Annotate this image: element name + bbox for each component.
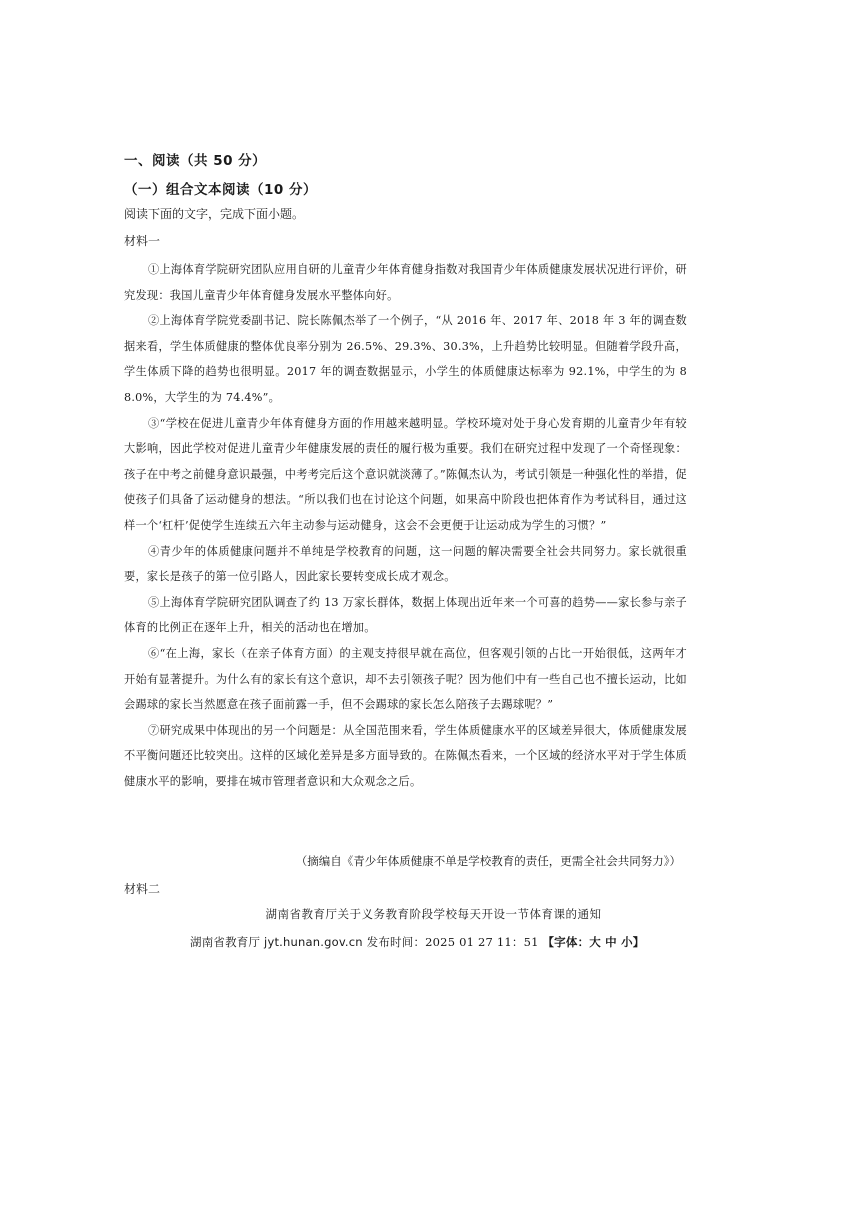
notice-publish-time: 发布时间：2025 01 27 11：51 xyxy=(362,935,543,949)
paragraph-1: ①上海体育学院研究团队应用自研的儿童青少年体育健身指数对我国青少年体质健康发展状况进行评价，研究发现：我国儿童青少年体育健身发展水平整体向好。 xyxy=(124,263,687,302)
font-size-options: 【字体：大 中 小】 xyxy=(542,935,645,949)
paragraph-7: ⑦研究成果中体现出的另一个问题是：从全国范围来看，学生体质健康水平的区域差异很大，体质健康发展不平衡问题还比较突出。这样的区域化差异是多方面导致的。在陈佩杰看来，一个区域的经济水平对于学生体质健康水平的影响，要排在城市管理者意识和大众观念之后。 xyxy=(124,723,687,788)
subsection-heading: （一）组合文本阅读（10 分） xyxy=(124,182,317,198)
paragraph-5: ⑤上海体育学院研究团队调查了约 13 万家长群体，数据上体现出近年来一个可喜的趋势——家长参与亲子体育的比例正在逐年上升，相关的活动也在增加。 xyxy=(124,595,687,635)
notice-site: 湖南省教育厅 jyt.hunan.gov.cn xyxy=(190,935,363,949)
paragraph-6: ⑥“在上海，家长（在亲子体育方面）的主观支持很早就在高位，但客观引领的占比一开始很低，这两年才开始有显著提升。为什么有的家长有这个意识，却不去引领孩子呢？因为他们中有一些自己也不擅长运动，比如会踢球的家长当然愿意在孩子面前露一手，但不会踢球的家长怎么陪孩子去踢球呢？” xyxy=(124,646,687,712)
material-two-label: 材料二 xyxy=(124,882,161,896)
notice-meta xyxy=(190,934,645,950)
paragraph-2: ②上海体育学院党委副书记、院长陈佩杰举了一个例子，“从 2016 年、2017 年、2018 年 3 年的调查数据来看，学生体质健康的整体优良率分别为 26.5%、29.3%、30.3%，上升趋势比较明显。但随着学段升高，学生体质下降的趋势也很明显。2017 年的调查数据显示，小学生的体质健康达标率为 92.1%，中学生的为 88.0%，大学生的为 74.4%”。 xyxy=(124,314,687,404)
paragraph-3: ③“学校在促进儿童青少年体育健身方面的作用越来越明显。学校环境对处于身心发育期的儿童青少年有较大影响，因此学校对促进儿童青少年健康发展的责任的履行极为重要。我们在研究过程中发现了一个奇怪现象：孩子在中考之前健身意识最强，中考考完后这个意识就淡薄了。”陈佩杰认为，考试引领是一种强化性的举措，促使孩子们具备了运动健身的想法。“所以我们也在讨论这个问题，如果高中阶段也把体育作为考试科目，通过这样一个‘杠杆’促使学生连续五六年主动参与运动健身，这会不会更便于让运动成为学生的习惯？” xyxy=(124,416,687,532)
paragraph-4: ④青少年的体质健康问题并不单纯是学校教育的问题，这一问题的解决需要全社会共同努力。家长就很重要，家长是孩子的第一位引路人，因此家长要转变成长成才观念。 xyxy=(124,544,687,584)
section-heading: 一、阅读（共 50 分） xyxy=(124,153,267,169)
notice-title: 湖南省教育厅关于义务教育阶段学校每天开设一节体育课的通知 xyxy=(265,907,602,921)
material-one-body xyxy=(124,257,687,794)
material-one-label: 材料一 xyxy=(124,234,161,248)
material-one-source: （摘编自《青少年体质健康不单是学校教育的责任，更需全社会共同努力》） xyxy=(295,854,681,868)
reading-instruction: 阅读下面的文字，完成下面小题。 xyxy=(124,207,305,221)
